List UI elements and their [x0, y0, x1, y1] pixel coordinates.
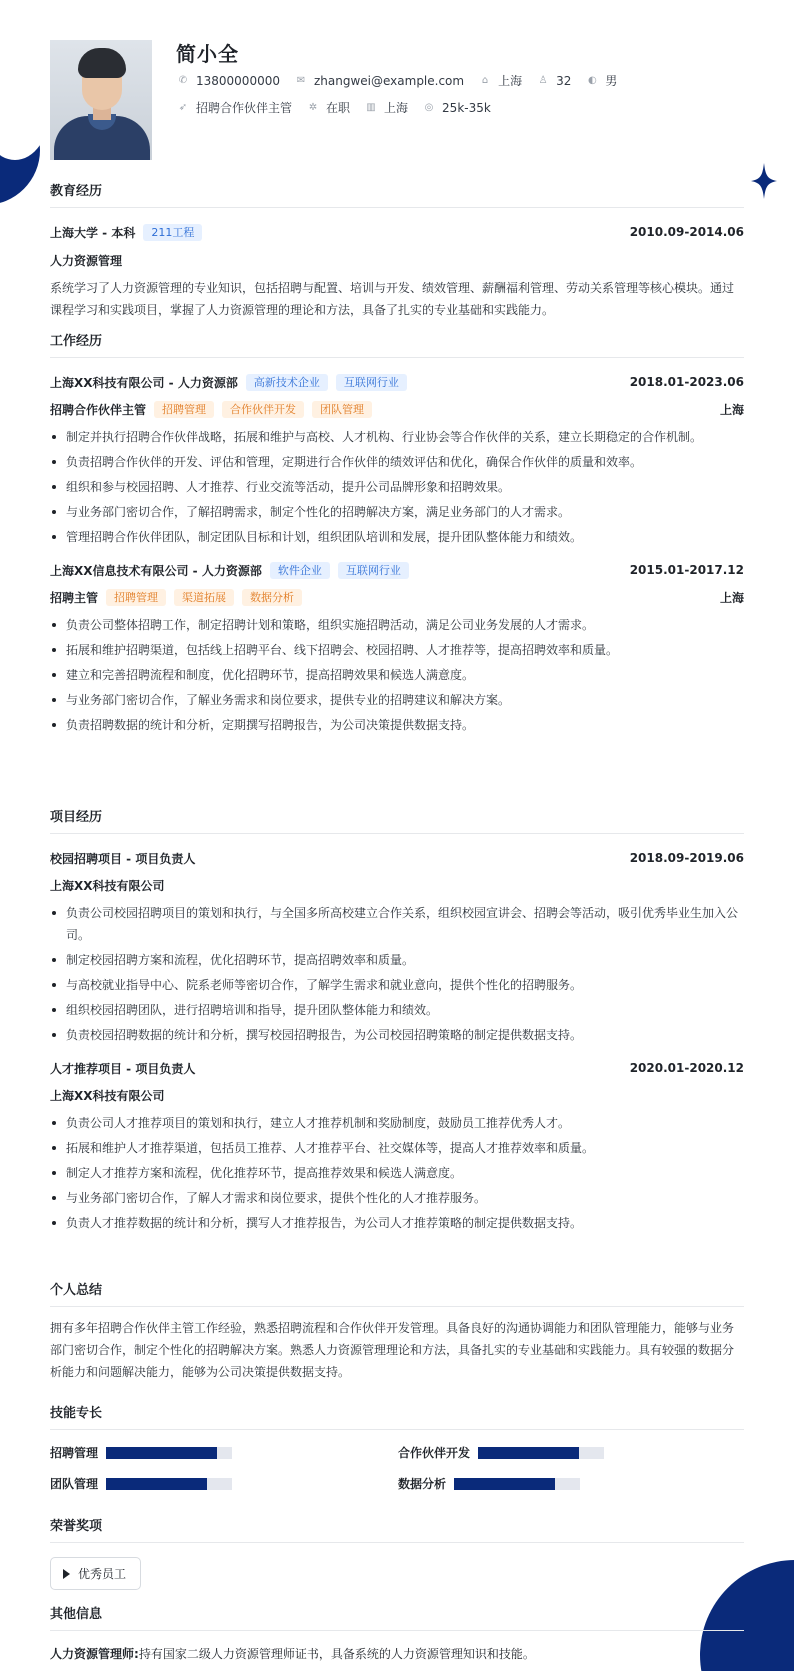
- skills-section: [50, 1402, 744, 1492]
- age-icon: ♙: [538, 75, 548, 86]
- salary-icon: ◎: [424, 102, 434, 113]
- work-date: 2015.01-2017.12: [629, 563, 744, 577]
- list-item: 建立和完善招聘流程和制度，优化招聘环节，提高招聘效果和候选人满意度。: [50, 664, 744, 686]
- project-bullets: [50, 1112, 744, 1234]
- section-title: 技能专长: [50, 1402, 744, 1430]
- list-item: 负责招聘合作伙伴的开发、评估和管理，定期进行合作伙伴的绩效评估和优化，确保合作伙伴的质量和效率。: [50, 451, 744, 473]
- award-label: 优秀员工: [78, 1567, 127, 1581]
- skill-tag: 渠道拓展: [174, 589, 234, 606]
- list-item: 负责招聘数据的统计和分析，定期撰写招聘报告，为公司决策提供数据支持。: [50, 714, 744, 736]
- skill-bar: [478, 1447, 604, 1459]
- profile-header: [50, 0, 744, 180]
- skill-fill: [106, 1478, 207, 1490]
- skill-bar: [454, 1478, 580, 1490]
- work-entry: [50, 560, 744, 736]
- skill-tag: 招聘管理: [106, 589, 166, 606]
- list-item: 负责公司人才推荐项目的策划和执行，建立人才推荐机制和奖励制度，鼓励员工推荐优秀人才。: [50, 1112, 744, 1134]
- list-item: 与高校就业指导中心、院系老师等密切合作，了解学生需求和就业意向，提供个性化的招聘服务。: [50, 974, 744, 996]
- list-item: 与业务部门密切合作，了解招聘需求，制定个性化的招聘解决方案，满足业务部门的人才需求。: [50, 501, 744, 523]
- work-entry: [50, 372, 744, 548]
- status-item: ✲ 在职: [306, 99, 350, 116]
- list-item: 制定人才推荐方案和流程，优化推荐环节，提高推荐效果和候选人满意度。: [50, 1162, 744, 1184]
- skill-fill: [454, 1478, 555, 1490]
- company-tag: 互联网行业: [338, 562, 409, 579]
- list-item: 组织校园招聘团队，进行招聘培训和指导，提升团队整体能力和绩效。: [50, 999, 744, 1021]
- school-tag: 211工程: [143, 224, 202, 241]
- summary-section: [50, 1279, 744, 1383]
- projects-section: [50, 806, 744, 1237]
- project-date: 2018.09-2019.06: [629, 851, 744, 865]
- job-intent-row: [176, 99, 505, 116]
- project-company: 上海XX科技有限公司: [50, 1088, 165, 1103]
- skill-item: [397, 1444, 744, 1461]
- decoration-cutout: [0, 60, 50, 160]
- play-triangle-icon: [63, 1569, 70, 1579]
- list-item: 拓展和维护招聘渠道，包括线上招聘平台、线下招聘会、校园招聘、人才推荐等，提高招聘效率和质量。: [50, 639, 744, 661]
- work-section: [50, 330, 744, 739]
- school-name: 上海大学 - 本科: [50, 225, 136, 240]
- skill-name: 团队管理: [50, 1477, 99, 1491]
- project-date: 2020.01-2020.12: [629, 1061, 744, 1075]
- skills-grid: [50, 1444, 744, 1492]
- list-item: 负责公司整体招聘工作，制定招聘计划和策略，组织实施招聘活动，满足公司业务发展的人才需求。: [50, 614, 744, 636]
- position-title: 招聘合作伙伴主管: [50, 402, 147, 417]
- section-title: 项目经历: [50, 806, 744, 834]
- work-bullets: [50, 426, 744, 548]
- age-item: ♙ 32: [536, 74, 571, 88]
- section-title: 个人总结: [50, 1279, 744, 1307]
- list-item: 负责公司校园招聘项目的策划和执行，与全国多所高校建立合作关系，组织校园宣讲会、招聘会等活动，吸引优秀毕业生加入公司。: [50, 902, 744, 946]
- list-item: 负责人才推荐数据的统计和分析，撰写人才推荐报告，为公司人才推荐策略的制定提供数据支持。: [50, 1212, 744, 1234]
- company-name: 上海XX科技有限公司 - 人力资源部: [50, 375, 238, 390]
- position-title: 招聘主管: [50, 590, 99, 605]
- list-item: 制定校园招聘方案和流程，优化招聘环节，提高招聘效率和质量。: [50, 949, 744, 971]
- company-tag: 高新技术企业: [246, 374, 328, 391]
- major: 人力资源管理: [50, 253, 123, 268]
- skill-bar: [106, 1478, 232, 1490]
- list-item: 制定并执行招聘合作伙伴战略，拓展和维护与高校、人才机构、行业协会等合作伙伴的关系，建立长期稳定的合作机制。: [50, 426, 744, 448]
- home-icon: ⌂: [481, 75, 489, 86]
- other-info: [50, 1645, 744, 1662]
- other-text: 持有国家二级人力资源管理师证书，具备系统的人力资源管理知识和技能。: [138, 1647, 535, 1661]
- work-city: 上海: [719, 590, 744, 605]
- list-item: 拓展和维护人才推荐渠道，包括员工推荐、人才推荐平台、社交媒体等，提高人才推荐效率和质量。: [50, 1137, 744, 1159]
- gender-icon: ◐: [588, 75, 597, 86]
- work-date: 2018.01-2023.06: [629, 375, 744, 389]
- send-icon: ➶: [178, 102, 188, 113]
- work-city: 上海: [719, 402, 744, 417]
- other-label: 人力资源管理师:: [50, 1647, 139, 1661]
- list-item: 与业务部门密切合作，了解业务需求和岗位要求，提供专业的招聘建议和解决方案。: [50, 689, 744, 711]
- education-section: [50, 180, 744, 321]
- project-entry: [50, 848, 744, 1046]
- skill-item: [50, 1444, 397, 1461]
- job-target-item: ➶ 招聘合作伙伴主管: [176, 99, 292, 116]
- list-item: 与业务部门密切合作，了解人才需求和岗位要求，提供个性化的人才推荐服务。: [50, 1187, 744, 1209]
- education-date: 2010.09-2014.06: [629, 225, 744, 239]
- company-tag: 软件企业: [270, 562, 330, 579]
- work-bullets: [50, 614, 744, 736]
- project-title: 人才推荐项目 - 项目负责人: [50, 1061, 196, 1076]
- contact-row: [176, 72, 631, 89]
- other-section: [50, 1603, 744, 1662]
- sparkle-star-icon: [751, 163, 777, 199]
- project-bullets: [50, 902, 744, 1046]
- company-tag: 互联网行业: [336, 374, 407, 391]
- skill-bar: [106, 1447, 232, 1459]
- project-company: 上海XX科技有限公司: [50, 878, 165, 893]
- skill-fill: [106, 1447, 217, 1459]
- email-item: ✉ zhangwei@example.com: [294, 74, 464, 88]
- project-title: 校园招聘项目 - 项目负责人: [50, 851, 196, 866]
- education-entry-head: [50, 222, 744, 242]
- education-desc: 系统学习了人力资源管理的专业知识，包括招聘与配置、培训与开发、绩效管理、薪酬福利管理、劳动关系管理等核心模块。通过课程学习和实践项目，掌握了人力资源管理的理论和方法，具备了扎实的专业基础和实践能力。: [50, 281, 735, 317]
- resume-page: [50, 0, 744, 1661]
- skill-tag: 数据分析: [242, 589, 302, 606]
- gender-item: ◐ 男: [585, 72, 617, 89]
- summary-text: 拥有多年招聘合作伙伴主管工作经验，熟悉招聘流程和合作伙伴开发管理。具备良好的沟通协调能力和团队管理能力，能够与业务部门密切合作，制定个性化的招聘解决方案。熟悉人力资源管理理论和方法，具备扎实的专业基础和实践能力。具有较强的数据分析能力和问题解决能力，能够为公司决策提供数据支持。: [50, 1321, 735, 1379]
- section-title: 其他信息: [50, 1603, 744, 1631]
- target-city-item: ▥ 上海: [364, 99, 408, 116]
- section-title: 荣誉奖项: [50, 1515, 744, 1543]
- status-icon: ✲: [308, 102, 318, 113]
- phone-icon: ✆: [178, 75, 188, 86]
- awards-section: [50, 1515, 744, 1590]
- mail-icon: ✉: [296, 75, 306, 86]
- section-title: 教育经历: [50, 180, 744, 208]
- phone-item: ✆ 13800000000: [176, 74, 280, 88]
- candidate-name: 简小全: [176, 42, 239, 66]
- skill-name: 合作伙伴开发: [398, 1446, 471, 1460]
- salary-item: ◎ 25k-35k: [422, 101, 491, 115]
- company-name: 上海XX信息技术有限公司 - 人力资源部: [50, 563, 262, 578]
- skill-tag: 招聘管理: [154, 401, 214, 418]
- list-item: 组织和参与校园招聘、人才推荐、行业交流等活动，提升公司品牌形象和招聘效果。: [50, 476, 744, 498]
- skill-item: [50, 1475, 397, 1492]
- skill-name: 招聘管理: [50, 1446, 99, 1460]
- location-item: ⌂ 上海: [478, 72, 522, 89]
- section-title: 工作经历: [50, 330, 744, 358]
- skill-name: 数据分析: [398, 1477, 447, 1491]
- skill-tag: 合作伙伴开发: [222, 401, 304, 418]
- building-icon: ▥: [366, 102, 376, 113]
- list-item: 负责校园招聘数据的统计和分析，撰写校园招聘报告，为公司校园招聘策略的制定提供数据支持。: [50, 1024, 744, 1046]
- list-item: 管理招聘合作伙伴团队，制定团队目标和计划，组织团队培训和发展，提升团队整体能力和绩效。: [50, 526, 744, 548]
- avatar: [50, 40, 152, 160]
- skill-fill: [478, 1447, 579, 1459]
- project-entry: [50, 1058, 744, 1234]
- skill-item: [397, 1475, 744, 1492]
- skill-tag: 团队管理: [312, 401, 372, 418]
- award-item[interactable]: [50, 1557, 141, 1590]
